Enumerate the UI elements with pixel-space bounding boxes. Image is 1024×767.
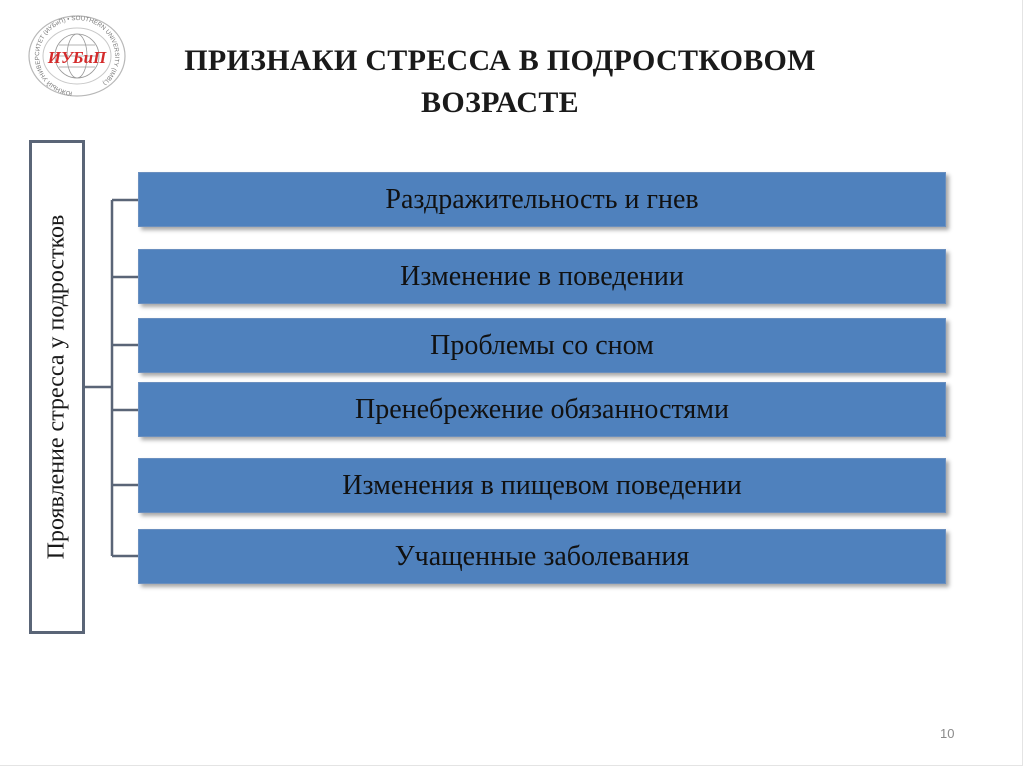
title-line-2: ВОЗРАСТЕ	[421, 86, 579, 119]
stress-sign-item	[138, 529, 946, 584]
item-label: Проблемы со сном	[430, 329, 654, 361]
item-label: Учащенные заболевания	[394, 540, 690, 572]
title-line-1: ПРИЗНАКИ СТРЕССА В ПОДРОСТКОВОМ	[184, 44, 816, 77]
stress-sign-item	[138, 382, 946, 437]
stress-sign-item	[138, 318, 946, 373]
logo-ring-text: ЮЖНЫЙ УНИВЕРСИТЕТ (ИУБиП) • SOUTHERN UNIVERSITY (IMBL)	[33, 14, 121, 97]
item-label: Раздражительность и гнев	[385, 183, 699, 215]
item-label: Пренебрежение обязанностями	[355, 393, 729, 425]
item-label: Изменение в поведении	[400, 260, 684, 292]
logo-monogram: ИУБиП	[47, 48, 107, 67]
stress-sign-item	[138, 458, 946, 513]
page-number: 10	[940, 726, 955, 741]
category-label: Проявление стресса у подростков	[43, 214, 70, 560]
page-title	[140, 40, 860, 124]
stress-sign-item	[138, 172, 946, 227]
stress-sign-item	[138, 249, 946, 304]
university-logo	[12, 14, 142, 100]
item-label: Изменения в пищевом поведении	[342, 469, 742, 501]
category-box	[29, 140, 85, 634]
